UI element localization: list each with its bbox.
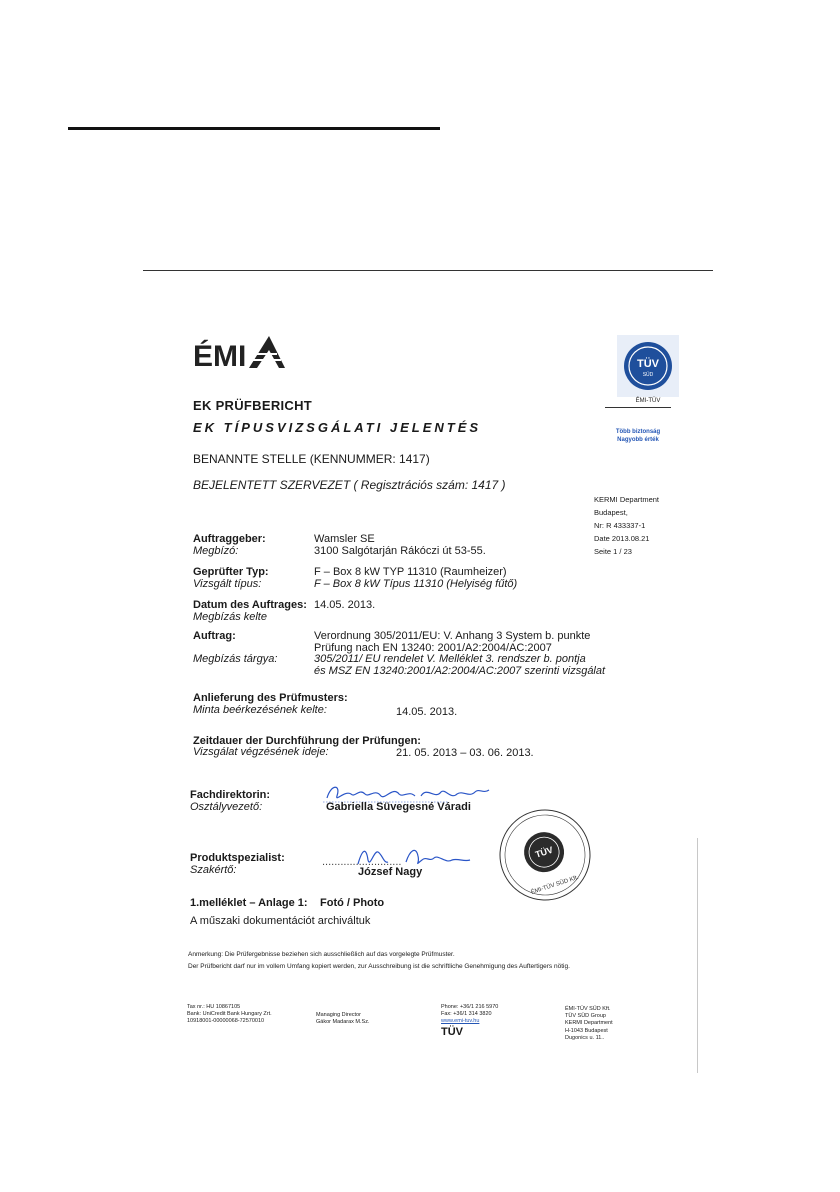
director-label-de: Fachdirektorin:	[190, 789, 271, 801]
remark-line-1: Anmerkung: Die Prüfergebnisse beziehen sich ausschließlich auf das vorgelegte Prüfmuster.	[188, 951, 455, 958]
section-rule	[143, 270, 713, 271]
title-hu: EK TÍPUSVIZSGÁLATI JELENTÉS	[193, 420, 482, 435]
remark-block	[188, 949, 570, 973]
footer-director: Managing Director Gákor Madarax M.Sz.	[316, 1012, 370, 1026]
svg-text:SÜD: SÜD	[642, 372, 654, 378]
annex-value: Fotó / Photo	[320, 897, 385, 909]
duration-label-hu: Vizsgálat végzésének ideje:	[193, 746, 329, 758]
specialist-signature-line: ..........................	[322, 856, 402, 868]
remark-line-2: Der Prüfbericht darf nur im vollem Umfang kopiert werden, zur Ausschreibung ist die schriftliche Genehmigung des Auftertigers nötig.	[188, 963, 570, 970]
svg-text:TÜV: TÜV	[637, 358, 659, 370]
notified-body-de: BENANNTE STELLE (KENNUMMER: 1417)	[193, 452, 430, 466]
reference-number: Nr: R 433337-1	[594, 521, 646, 530]
order-line-2: Prüfung nach EN 13240: 2001/A2:2004/AC:2007	[314, 642, 552, 654]
client-address: 3100 Salgótarján Rákóczi út 53-55.	[314, 545, 486, 557]
specialist-label-hu: Szakértő:	[190, 864, 237, 876]
reference-block	[594, 493, 659, 558]
type-value-hu: F – Box 8 kW Típus 11310 (Helyiség fűtő)	[314, 578, 518, 590]
reference-date: Date 2013.08.21	[594, 534, 650, 543]
footer-website-link[interactable]: www.emi-tuv.hu	[441, 1018, 480, 1025]
tuv-slogan: Több biztonság Nagyobb érték	[615, 429, 661, 443]
specialist-name: József Nagy	[358, 866, 423, 878]
tuv-divider	[605, 407, 671, 408]
footer-tuv-logo: TÜV	[441, 1025, 463, 1038]
order-label-hu: Megbízás tárgya:	[193, 653, 278, 665]
order-line-3: 305/2011/ EU rendelet V. Melléklet 3. rendszer b. pontja	[314, 653, 586, 665]
director-label-hu: Osztályvezető:	[190, 801, 263, 813]
delivery-label-de: Anlieferung des Prüfmusters:	[193, 692, 348, 704]
footer-address: ÉMI-TÜV SÜD Kft. TÜV SÜD Group KERMI Department H-1043 Budapest Dugonics u. 11..	[565, 1006, 613, 1041]
scan-edge-line	[697, 838, 698, 1073]
duration-label-de: Zeitdauer der Durchführung der Prüfungen:	[193, 735, 421, 747]
client-name: Wamsler SE	[314, 533, 375, 545]
notified-body-hu: BEJELENTETT SZERVEZET ( Regisztrációs szám: 1417 )	[193, 478, 506, 492]
svg-text:ÉMI: ÉMI	[193, 340, 247, 372]
type-value-de: F – Box 8 kW TYP 11310 (Raumheizer)	[314, 566, 507, 578]
order-line-1: Verordnung 305/2011/EU: V. Anhang 3 System b. punkte	[314, 630, 591, 642]
archive-note: A műszaki dokumentációt archiváltuk	[190, 915, 371, 927]
delivery-value: 14.05. 2013.	[396, 706, 458, 718]
specialist-label-de: Produktspezialist:	[190, 852, 285, 864]
order-line-4: és MSZ EN 13240:2001/A2:2004/AC:2007 szerinti vizsgálat	[314, 665, 606, 677]
duration-value: 21. 05. 2013 – 03. 06. 2013.	[396, 747, 534, 759]
annex-label: 1.melléklet – Anlage 1:	[190, 897, 308, 909]
order-label-de: Auftrag:	[193, 630, 236, 642]
order-date-value: 14.05. 2013.	[314, 599, 376, 611]
footer-tax-bank: Tax nr.: HU 10867105 Bank: UniCredit Bank Hungary Zrt. 10918001-00000068-72570010	[187, 1004, 272, 1025]
tuv-caption: ÉMI-TÜV	[635, 398, 661, 404]
client-label-hu: Megbízó:	[193, 545, 239, 557]
top-rule	[68, 127, 440, 130]
order-date-label-hu: Megbízás kelte	[193, 611, 267, 623]
emi-logo	[193, 332, 288, 372]
type-label-de: Geprüfter Typ:	[193, 566, 269, 578]
reference-page: Seite 1 / 23	[594, 547, 632, 556]
tuv-logo	[617, 335, 679, 397]
type-label-hu: Vizsgált típus:	[193, 578, 262, 590]
order-date-label-de: Datum des Auftrages:	[193, 599, 307, 611]
director-name: Gabriella Süvegesné Váradi	[326, 801, 471, 813]
title-de: EK PRÜFBERICHT	[193, 398, 313, 413]
delivery-label-hu: Minta beérkezésének kelte:	[193, 704, 327, 716]
svg-text:ÉMI-TÜV SÜD Kft.: ÉMI-TÜV SÜD Kft.	[530, 874, 580, 896]
reference-department: KERMI Department	[594, 495, 660, 504]
client-label-de: Auftraggeber:	[193, 533, 266, 545]
footer-contact: Phone: +36/1 216 5970 Fax: +36/1 314 3820 www.emi-tuv.hu TÜV	[441, 1004, 499, 1038]
svg-text:TÜV: TÜV	[533, 844, 555, 860]
reference-city: Budapest,	[594, 508, 628, 517]
official-stamp	[490, 800, 600, 910]
